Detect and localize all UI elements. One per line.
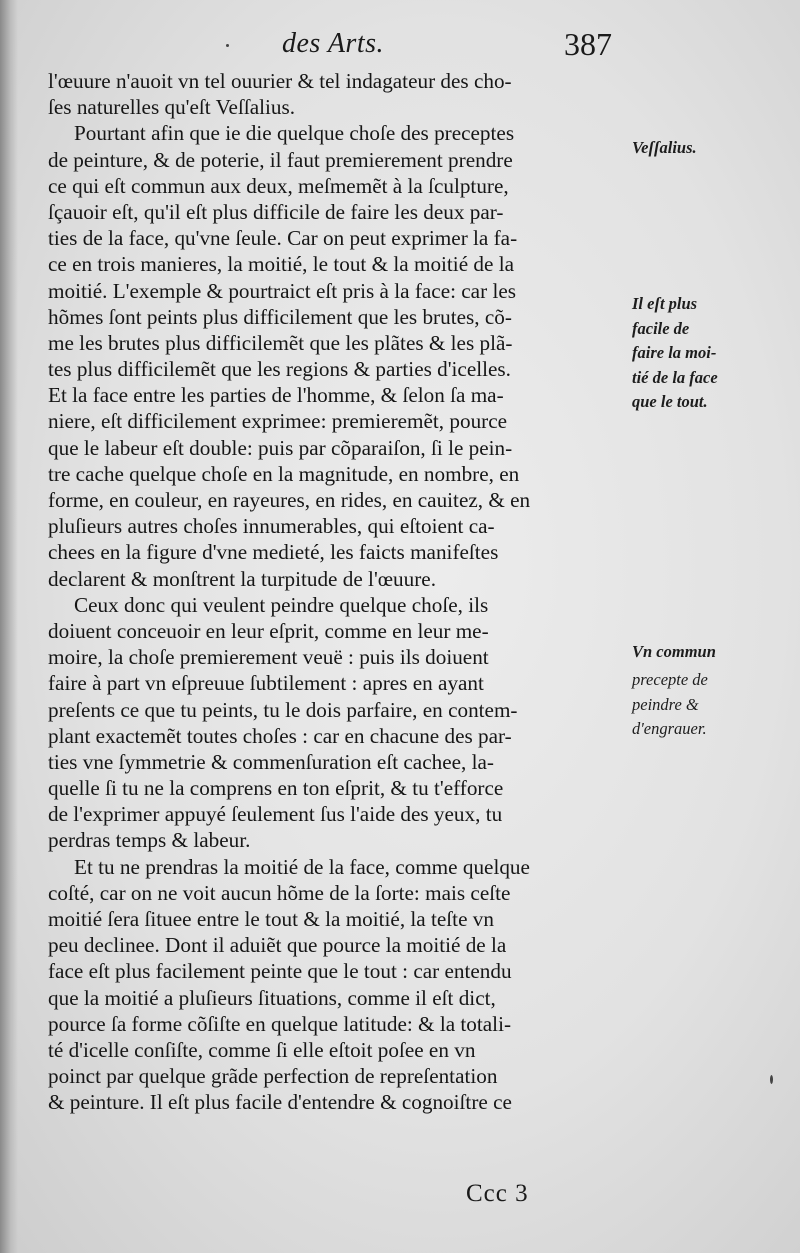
text-line: Pourtant afin que ie die quelque choſe des preceptes [74, 121, 515, 146]
text-line: que le labeur eſt double: puis par cõparaiſon, ſi le pein- [48, 435, 513, 460]
text-line: doiuent conceuoir en leur eſprit, comme en leur me- [48, 618, 489, 643]
text-line: preſents ce que tu peints, tu le dois parfaire, en contem- [48, 697, 518, 722]
text-line: perdras temps & labeur. [48, 828, 251, 853]
text-line: moitié ſera ſituee entre le tout & la moitié, la teſte vn [48, 907, 494, 931]
margin-note-common-precept [632, 640, 792, 665]
text-line: Et la face entre les parties de l'homme, & ſelon ſa ma- [48, 383, 504, 408]
page-header [0, 18, 800, 68]
margin-note-line: que le tout. [632, 392, 708, 412]
text-line: Et tu ne prendras la moitié de la face, comme quelque [74, 854, 530, 879]
text-line: peu declinee. Dont il aduiẽt que pource la moitié de la [48, 933, 507, 958]
text-line: plant exactemẽt toutes choſes : car en chacune des par- [48, 723, 512, 748]
text-line: coſté, car on ne voit aucun hõme de la ſorte: mais ceſte [48, 880, 511, 905]
text-line: forme, en couleur, en rayeures, en rides, en cauitez, & en [48, 488, 531, 512]
margin-note-line: d'engrauer. [632, 719, 707, 739]
text-line: & peinture. Il eſt plus facile d'entendre & cognoiſtre ce [48, 1090, 512, 1115]
text-line: ſes naturelles qu'eſt Veſſalius. [48, 95, 296, 120]
text-line: hõmes ſont peints plus difficilement que les brutes, cõ- [48, 304, 512, 329]
text-line: ce en trois manieres, la moitié, le tout & la moitié de la [48, 252, 514, 277]
text-line: té d'icelle conſiſte, comme ſi elle eſtoit poſee en vn [48, 1037, 476, 1062]
text-line: poinct par quelque grãde perfection de repreſentation [48, 1064, 498, 1089]
text-line: declarent & monſtrent la turpitude de l'œuure. [48, 566, 437, 591]
text-line: ties vne ſymmetrie & commenſuration eſt cachee, la- [48, 749, 494, 774]
margin-note-line: precepte de [632, 670, 708, 689]
page-number: 387 [564, 26, 612, 62]
text-line: quelle ſi tu ne la comprens en ton eſprit, & tu t'efforce [48, 776, 504, 801]
margin-note-line: Veſſalius. [632, 138, 697, 157]
margin-note-painting-engraving [632, 668, 792, 742]
text-line: l'œuure n'auoit vn tel ouurier & tel indagateur des cho- [48, 69, 512, 93]
page-gutter-shadow [0, 0, 18, 1253]
margin-note-line: faire la moi- [632, 343, 717, 363]
text-line: moitié. L'exemple & pourtraict eſt pris à la face: car les [48, 278, 516, 303]
text-line: moire, la choſe premierement veuë : puis ils doiuent [48, 645, 489, 670]
text-line: pource ſa forme cõſiſte en quelque latitude: & la totali- [48, 1011, 512, 1036]
text-line: niere, eſt difficilement exprimee: premieremẽt, pource [48, 409, 508, 434]
text-line: tes plus difficilemẽt que les regions & parties d'icelles. [48, 357, 511, 382]
text-line: Ceux donc qui veulent peindre quelque choſe, ils [74, 592, 489, 617]
ink-speck [770, 1075, 773, 1084]
text-line: que la moitié a pluſieurs ſituations, comme il eſt dict, [48, 985, 496, 1010]
margin-note-line: peindre & [632, 694, 699, 714]
text-line: ties de la face, qu'vne ſeule. Car on peut exprimer la fa- [48, 226, 518, 251]
running-title: des Arts. [282, 28, 384, 59]
margin-note-line: tié de la face [632, 367, 718, 387]
margin-note-line: Vn commun [632, 642, 716, 661]
margin-note-half-face [632, 292, 792, 415]
text-line: faire à part vn eſpreuue ſubtilement : apres en ayant [48, 671, 484, 696]
text-line: me les brutes plus difficilemẽt que les plãtes & les plã- [48, 330, 513, 355]
text-line: chees en la figure d'vne medieté, les faicts manifeſtes [48, 540, 499, 565]
text-line: de peinture, & de poterie, il faut premierement prendre [48, 147, 513, 172]
text-line: face eſt plus facilement peinte que le tout : car entendu [48, 959, 512, 984]
margin-note-line: Il eſt plus [632, 294, 698, 313]
ink-speck [226, 44, 229, 47]
text-line: ſçauoir eſt, qu'il eſt plus difficile de faire les deux par- [48, 199, 504, 224]
margin-note-vessalius [632, 136, 792, 161]
main-text-block [48, 68, 633, 1116]
text-line: ce qui eſt commun aux deux, meſmemẽt à la ſculpture, [48, 173, 509, 198]
margin-note-line: facile de [632, 318, 690, 338]
text-line: pluſieurs autres choſes innumerables, qui eſtoient ca- [48, 514, 495, 539]
signature-mark: Ccc 3 [466, 1180, 529, 1207]
text-line: de l'exprimer appuyé ſeulement ſus l'aide des yeux, tu [48, 802, 503, 827]
text-line: tre cache quelque choſe en la magnitude, en nombre, en [48, 461, 520, 486]
